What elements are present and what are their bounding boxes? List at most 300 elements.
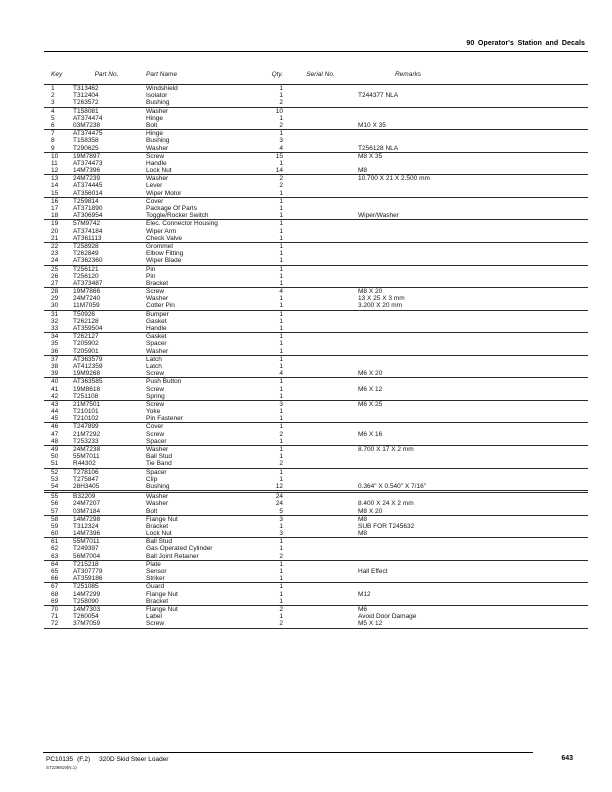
table-row [44,393,588,400]
cell-qty: 1 [279,85,283,92]
table-row [44,108,588,115]
cell-key: 43 [51,400,59,408]
cell-qty: 2 [279,182,283,190]
cell-qty: 2 [279,175,283,183]
cell-part-name: Lock Nut [146,167,172,175]
cell-qty: 1 [279,197,283,205]
table-row [44,606,588,613]
cell-key: 65 [51,568,59,575]
cell-qty: 1 [279,355,283,363]
table-row [44,453,588,460]
cell-part-no: T205901 [73,347,99,355]
row-group [44,175,588,198]
cell-key: 68 [51,590,59,598]
cell-key: 27 [51,279,59,287]
cell-key: 72 [51,620,59,628]
cell-part-name: Washer [146,493,169,501]
cell-qty: 1 [279,560,283,568]
cell-key: 48 [51,437,59,445]
cell-qty: 1 [279,468,283,476]
cell-part-no: T205902 [73,340,99,348]
cell-part-no: T262849 [73,250,99,258]
cell-key: 63 [51,552,59,560]
cell-qty: 1 [279,317,283,325]
cell-key: 35 [51,340,59,348]
row-group [44,130,588,153]
row-group [44,220,588,243]
cell-part-name: Package Of Parts [146,205,197,212]
cell-part-name: Pin Fastener [146,415,183,423]
row-group [44,243,588,266]
cell-qty: 1 [279,590,283,598]
cell-part-name: Lock Nut [146,530,172,538]
cell-remarks: M8 [358,167,368,175]
table-row [44,545,588,552]
cell-part-no: AT374473 [73,159,103,167]
table-row [44,212,588,219]
cell-qty: 1 [279,340,283,348]
cell-part-name: Flange Nut [146,590,178,598]
cell-qty: 1 [279,220,283,228]
cell-key: 62 [51,545,59,553]
cell-part-name: Latch [146,355,162,363]
cell-part-no: T258090 [73,597,99,605]
cell-part-no: T260054 [73,613,99,621]
cell-remarks: M6 [358,605,368,613]
page-number: 643 [561,755,573,762]
cell-qty: 1 [279,302,283,310]
cell-part-name: Bolt [146,507,158,515]
cell-qty: 15 [275,152,283,160]
cell-part-no: T50926 [73,310,96,318]
table-row [44,288,588,295]
table-row [44,228,588,235]
cell-part-no: AT359186 [73,575,103,583]
cell-part-no: T251085 [73,583,99,591]
cell-qty: 4 [279,370,283,378]
cell-key: 70 [51,605,59,613]
cell-key: 40 [51,378,59,386]
cell-part-no: 19M9268 [73,370,101,378]
cell-part-no: AT361113 [73,234,102,242]
cell-part-no: T210101 [73,408,99,416]
column-header-serial-no: Serial No. [306,71,335,78]
cell-part-no: T256120 [73,272,99,280]
cell-remarks: 13 X 25 X 3 mm [358,295,405,303]
cell-part-no: 37M7059 [73,620,101,628]
cell-part-no: 14M7303 [73,605,101,613]
cell-part-name: Gasket [146,317,167,325]
cell-qty: 3 [279,137,283,145]
cell-qty: 1 [279,92,283,100]
cell-qty: 1 [279,114,283,122]
cell-part-no: AT356014 [73,189,103,197]
cell-key: 26 [51,272,59,280]
table-row [44,122,588,129]
cell-qty: 1 [279,385,283,393]
cell-part-no: B32209 [73,493,96,501]
cell-qty: 1 [279,568,283,575]
row-group [44,153,588,176]
cell-key: 33 [51,325,59,332]
cell-key: 52 [51,468,59,476]
table-row [44,302,588,309]
cell-part-no: AT374474 [73,114,103,122]
column-header-remarks [358,71,588,78]
cell-part-name: Check Valve [146,234,183,242]
cell-part-no: T263572 [73,99,99,107]
cell-key: 56 [51,500,59,508]
cell-part-name: Plate [146,560,161,568]
cell-part-no: T158081 [73,107,99,115]
table-row [44,348,588,355]
cell-qty: 1 [279,242,283,250]
cell-part-no: T262128 [73,317,99,325]
cell-key: 9 [51,144,55,152]
table-row [44,295,588,302]
row-group [44,446,588,469]
table-row [44,175,588,182]
cell-part-name: Gas Operated Cylinder [146,545,213,553]
cell-part-name: Bumper [146,310,169,318]
cell-part-name: Screw [146,620,165,628]
cell-key: 18 [51,212,59,220]
table-row [44,530,588,537]
cell-part-no: 14M7299 [73,590,101,598]
table-row [44,591,588,598]
row-group [44,108,588,131]
row-group [44,469,588,494]
cell-part-name: Washer [146,144,169,152]
cell-part-name: Pin [146,272,156,280]
cell-remarks: T256128 NLA [358,144,399,152]
table-row [44,205,588,212]
cell-part-name: Bushing [146,137,170,145]
column-header-qty: Qty. [271,71,283,78]
cell-part-no: 19M7897 [73,152,101,160]
cell-part-name: Ball Joint Retainer [146,552,199,560]
cell-part-no: 19M8618 [73,385,101,393]
table-row [44,99,588,106]
cell-part-no: T312404 [73,92,99,100]
row-group [44,198,588,221]
doc-revision: (F.2) [77,756,91,763]
cell-part-no: 55M7011 [73,538,100,546]
cell-part-no: 24M7238 [73,446,101,453]
table-row [44,469,588,476]
cell-part-name: Cover [146,423,164,431]
cell-key: 39 [51,370,59,378]
table-row [44,311,588,318]
parts-table-body [44,85,588,629]
cell-part-name: Bracket [146,279,169,287]
table-row [44,483,588,490]
table-row [44,145,588,152]
cell-qty: 3 [279,400,283,408]
table-row [44,250,588,257]
cell-part-name: Washer [146,347,169,355]
cell-qty: 1 [279,446,283,453]
table-row [44,568,588,575]
table-row [44,523,588,530]
cell-key: 10 [51,152,59,160]
cell-key: 23 [51,250,59,258]
cell-part-name: Ball Stud [146,453,173,461]
cell-key: 59 [51,522,59,530]
table-row [44,446,588,453]
row-group [44,423,588,446]
header-rule [44,51,588,52]
cell-part-name: Washer [146,175,169,183]
cell-part-name: Yoke [146,408,161,416]
cell-qty: 1 [279,325,283,332]
cell-key: 31 [51,310,59,318]
row-group [44,516,588,539]
table-row [44,220,588,227]
table-row [44,561,588,568]
cell-qty: 1 [279,227,283,235]
cell-part-name: Label [146,613,162,621]
footer-info [46,756,169,763]
cell-part-no: AT363585 [73,378,103,386]
cell-key: 15 [51,189,59,197]
table-row [44,460,588,467]
cell-key: 30 [51,302,59,310]
cell-qty: 1 [279,257,283,265]
cell-part-name: Pin [146,265,156,273]
cell-key: 5 [51,114,55,122]
cell-key: 20 [51,227,59,235]
cell-qty: 1 [279,189,283,197]
cell-key: 57 [51,507,59,515]
cell-key: 29 [51,295,59,303]
cell-remarks: M8 X 20 [358,507,383,515]
table-row [44,401,588,408]
cell-qty: 2 [279,552,283,560]
cell-qty: 1 [279,597,283,605]
cell-qty: 1 [279,613,283,621]
table-row [44,538,588,545]
cell-key: 7 [51,130,55,138]
cell-part-no: T278106 [73,468,99,476]
cell-remarks: T244377 NLA [358,92,399,100]
cell-part-name: Wiper Blade [146,257,182,265]
cell-qty: 1 [279,538,283,546]
cell-part-no: 28H3405 [73,482,100,490]
cell-key: 38 [51,362,59,370]
table-row [44,408,588,415]
column-header-remarks-label: Remarks [394,71,421,78]
cell-part-name: Bolt [146,121,158,129]
table-row [44,386,588,393]
cell-part-no: 24M7207 [73,500,101,508]
cell-part-no: AT362360 [73,257,103,265]
cell-key: 53 [51,475,59,483]
cell-qty: 2 [279,620,283,628]
cell-key: 6 [51,121,55,129]
cell-qty: 1 [279,575,283,583]
cell-part-name: Lever [146,182,163,190]
cell-qty: 1 [279,279,283,287]
table-row [44,153,588,160]
cell-key: 66 [51,575,59,583]
cell-part-no: T313462 [73,85,99,92]
cell-qty: 4 [279,288,283,296]
cell-qty: 1 [279,234,283,242]
cell-remarks: Wiper/Washer [358,212,399,220]
cell-key: 64 [51,560,59,568]
cell-remarks: M6 X 16 [358,430,383,438]
cell-part-name: Gasket [146,333,167,341]
row-group [44,266,588,289]
cell-part-name: Handle [146,325,167,332]
cell-part-name: Elbow Fitting [146,250,184,258]
cell-part-no: AT374184 [73,227,103,235]
row-group [44,606,588,629]
cell-part-no: 03M7238 [73,121,101,129]
cell-qty: 2 [279,605,283,613]
table-row [44,115,588,122]
table-row [44,516,588,523]
cell-qty: 12 [275,482,283,490]
cell-part-no: 57M9742 [73,220,101,228]
table-row [44,137,588,144]
cell-remarks: 8.700 X 17 X 2 mm [358,446,414,453]
table-row [44,356,588,363]
row-group [44,561,588,584]
cell-part-name: Flange Nut [146,515,178,523]
cell-key: 55 [51,493,59,501]
table-row [44,476,588,483]
cell-part-no: 24M7239 [73,175,101,183]
cell-remarks: M8 X 20 [358,288,383,296]
cell-part-name: Windshield [146,85,178,92]
cell-part-no: 21M7501 [73,400,101,408]
column-header-key: Key [51,71,63,78]
cell-part-name: Bushing [146,482,170,490]
table-row [44,613,588,620]
cell-part-no: T247899 [73,423,99,431]
cell-qty: 1 [279,212,283,220]
cell-qty: 1 [279,583,283,591]
table-row [44,575,588,582]
cell-qty: 14 [275,167,283,175]
cell-key: 16 [51,197,59,205]
table-row [44,92,588,99]
table-row [44,182,588,189]
cell-key: 67 [51,583,59,591]
cell-part-no: R44302 [73,460,96,468]
doc-number: PC10135 [46,756,74,763]
cell-part-no: T251108 [73,392,99,400]
cell-key: 3 [51,99,55,107]
cell-part-no: 14M7396 [73,530,101,538]
cell-part-no: 11M7059 [73,302,100,310]
row-group [44,85,588,108]
cell-remarks: Hall Effect [358,568,388,575]
cell-part-no: T259814 [73,197,99,205]
cell-part-name: Cover [146,197,164,205]
cell-part-name: Cotter Pin [146,302,175,310]
cell-part-name: Ball Stud [146,538,173,546]
table-row [44,500,588,507]
cell-key: 54 [51,482,59,490]
cell-remarks: M8 X 35 [358,152,383,160]
cell-qty: 1 [279,295,283,303]
cell-key: 44 [51,408,59,416]
table-row [44,318,588,325]
row-group [44,356,588,379]
cell-part-name: Striker [146,575,165,583]
cell-key: 71 [51,613,59,621]
cell-key: 4 [51,107,55,115]
cell-part-name: Screw [146,430,165,438]
cell-part-no: T215218 [73,560,99,568]
cell-remarks: 3.200 X 20 mm [358,302,403,310]
cell-remarks: M12 [358,590,371,598]
cell-part-name: Spacer [146,468,167,476]
table-row [44,243,588,250]
cell-key: 58 [51,515,59,523]
table-row [44,370,588,377]
cell-key: 25 [51,265,59,273]
cell-qty: 1 [279,362,283,370]
table-row [44,273,588,280]
cell-remarks: M5 X 12 [358,620,383,628]
cell-key: 12 [51,167,59,175]
cell-qty: 1 [279,392,283,400]
column-header-part-no: Part No. [94,71,119,78]
cell-qty: 10 [275,107,283,115]
cell-qty: 1 [279,205,283,212]
cell-key: 2 [51,92,55,100]
doc-model: 320D Skid Steer Loader [99,756,169,763]
table-row [44,620,588,627]
table-row [44,423,588,430]
cell-key: 8 [51,137,55,145]
table-row [44,167,588,174]
cell-qty: 1 [279,333,283,341]
cell-qty: 24 [275,493,283,501]
cell-key: 21 [51,234,59,242]
cell-part-name: Screw [146,370,165,378]
table-row [44,280,588,287]
cell-qty: 2 [279,460,283,468]
cell-part-no: 03M7184 [73,507,101,515]
cell-key: 14 [51,182,59,190]
cell-key: 45 [51,415,59,423]
cell-part-name: Wiper Arm [146,227,177,235]
cell-part-name: Hinge [146,114,163,122]
cell-qty: 1 [279,378,283,386]
row-group [44,333,588,356]
table-row [44,333,588,340]
cell-qty: 1 [279,437,283,445]
cell-part-no: AT359504 [73,325,103,332]
cell-part-name: Spacer [146,437,167,445]
cell-part-no: AT373487 [73,279,103,287]
cell-key: 42 [51,392,59,400]
cell-qty: 2 [279,121,283,129]
cell-part-name: Bracket [146,522,169,530]
cell-remarks: SUB FOR T245632 [358,522,415,530]
column-header-part-name: Part Name [146,71,178,78]
cell-key: 11 [51,159,58,167]
cell-remarks: Avoid Door Damage [358,613,417,621]
cell-qty: 1 [279,475,283,483]
cell-part-no: AT412359 [73,362,103,370]
table-row [44,583,588,590]
